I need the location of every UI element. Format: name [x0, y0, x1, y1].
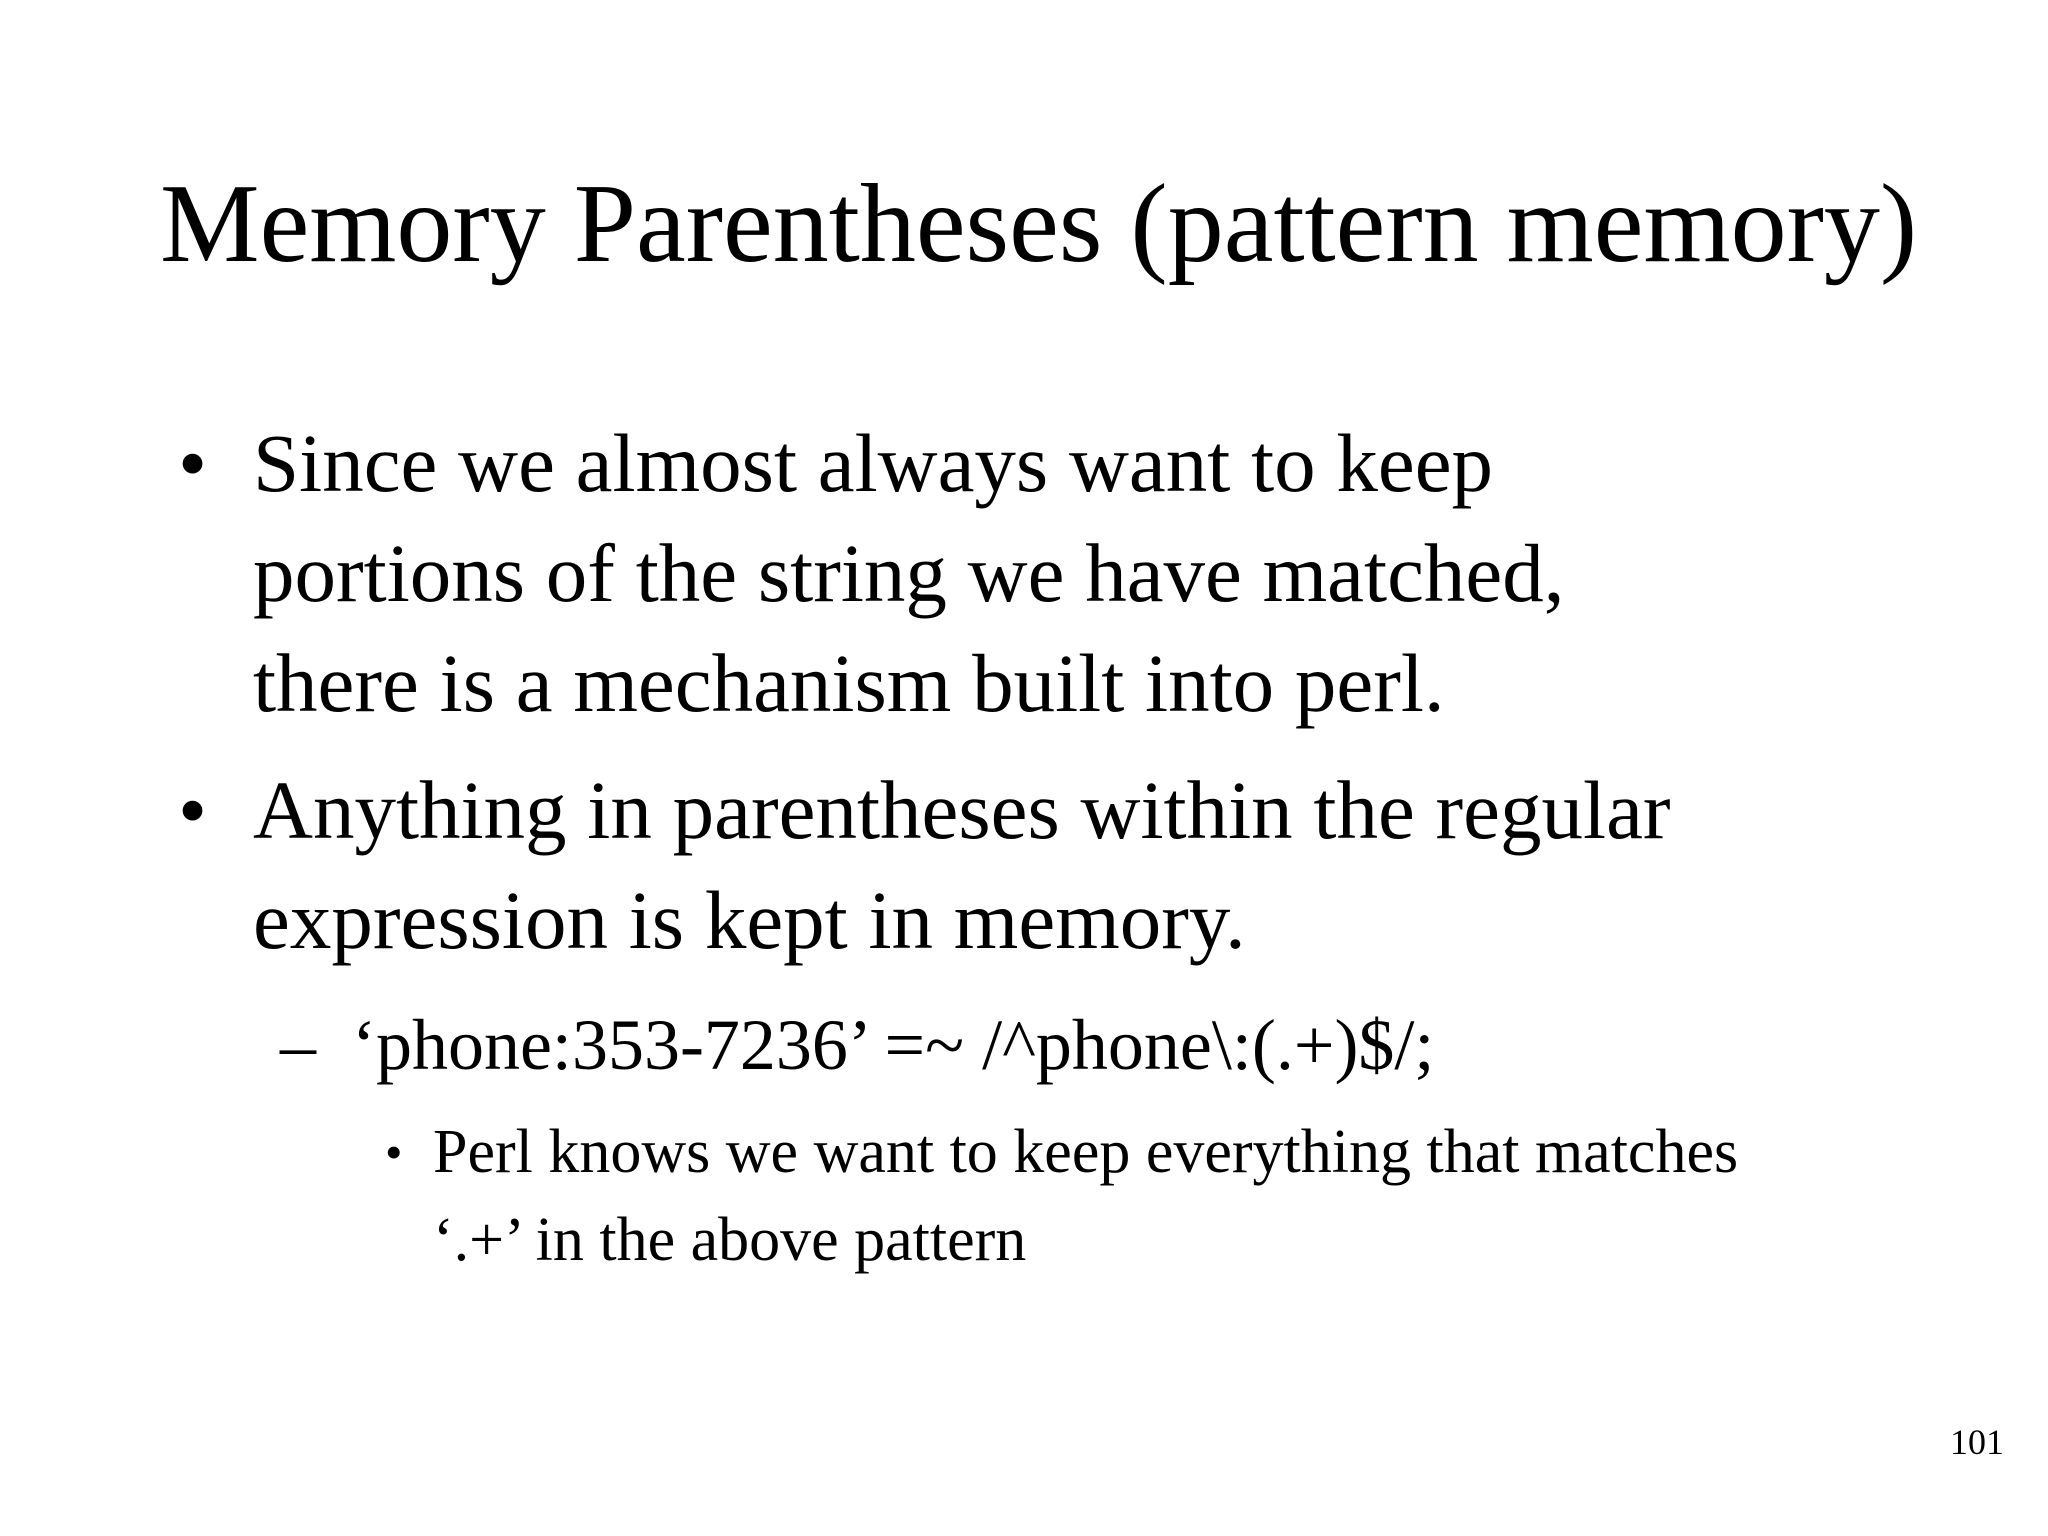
bullet-line: expression is kept in memory.: [253, 874, 1246, 966]
bullet-text: [433, 1108, 1993, 1284]
bullet-line: Since we almost always want to keep: [253, 417, 1494, 509]
slide-title: Memory Parentheses (pattern memory): [160, 162, 1918, 286]
bullet-text: [253, 408, 1903, 738]
bullet-line: Perl knows we want to keep everything that matches: [433, 1118, 1739, 1186]
bullet-line: ‘.+’ in the above pattern: [433, 1206, 1027, 1274]
bullet-text: [253, 755, 1903, 975]
bullet-line: portions of the string we have matched,: [253, 527, 1565, 619]
bullet-marker: •: [385, 1124, 403, 1180]
bullet-marker: •: [178, 417, 208, 509]
bullet-line: there is a mechanism built into perl.: [253, 637, 1445, 729]
code-example-text: ‘phone:353-7236’ =~ /^phone\:(.+)$/;: [352, 1005, 1435, 1085]
bullet-marker: •: [178, 764, 208, 856]
dash-marker: –: [280, 1005, 316, 1085]
sub-item-code-example: [280, 1000, 1434, 1090]
page-number: 101: [1950, 1422, 2004, 1462]
bullet-line: Anything in parentheses within the regular: [253, 764, 1671, 856]
